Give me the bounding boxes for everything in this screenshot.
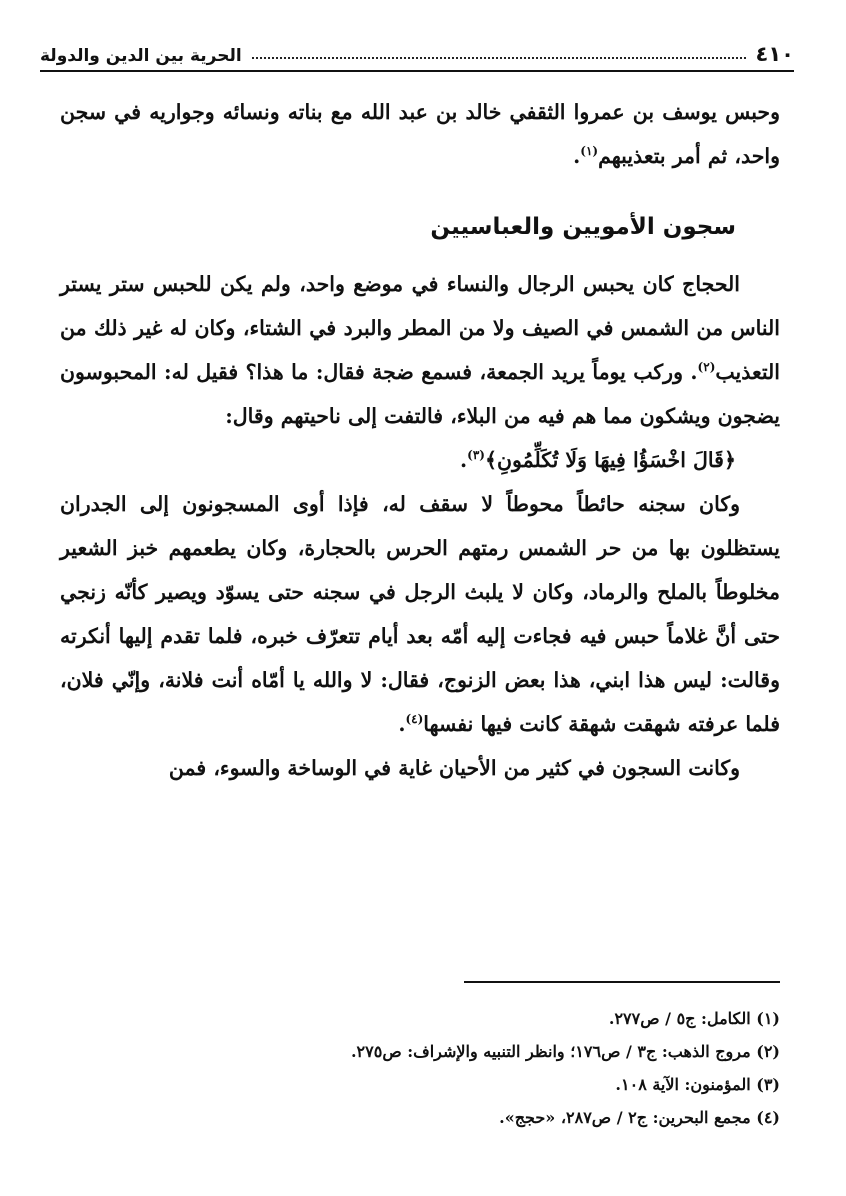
running-title: الحرية بين الدين والدولة: [40, 46, 242, 66]
footnote-marker-4: (٤): [405, 712, 424, 727]
section-heading: سجون الأمويين والعباسيين: [430, 214, 736, 240]
footnote-separator: [464, 981, 780, 983]
footnote-3: (٣) المؤمنون: الآية ١٠٨.: [615, 1075, 780, 1094]
footnote-marker-1: (١): [580, 144, 599, 159]
paragraph-1: [60, 90, 780, 178]
quran-verse: [60, 438, 780, 482]
paragraph-2-text-a: الحجاج كان يحبس الرجال والنساء في موضع واحد، ولم يكن للحبس ستر يستر الناس من الشمس في الصيف ولا من المطر والبرد في الشتاء، وكان له غير ذلك من التعذيب: [60, 272, 780, 384]
footnote-4: (٤) مجمع البحرين: ج٢ / ص٢٨٧، «حجج».: [499, 1108, 780, 1127]
page-header: [40, 32, 794, 66]
footnote-1: (١) الكامل: ج٥ / ص٢٧٧.: [608, 1009, 780, 1028]
paragraph-3: [60, 482, 780, 746]
paragraph-3-text: وكان سجنه حائطاً محوطاً لا سقف له، فإذا أوى المسجونون إلى الجدران يستظلون بها من حر الشمس رمتهم الحرس بالحجارة، وكان يطعمهم خبز الشعير مخلوطاً بالملح والرماد، وكان لا يلبث الرجل في سجنه حتى يسوّد ويصير كأنّه زنجي حتى أنَّ غلاماً حبس فيه فجاءت إليه أمّه بعد أيام تتعرّف خبره، فلما تقدم إليها أنكرته وقالت: ليس هذا ابني، هذا بعض الزنوج، فقال: لا والله يا أمّاه أنت فلانة، وإنّي فلان، فلما عرفته شهقت شهقة كانت فيها نفسها: [60, 492, 780, 736]
paragraph-2: [60, 262, 780, 438]
quran-verse-text: ﴿قَالَ اخْسَؤُا فِيهَا وَلَا تُكَلِّمُونِ﴾: [484, 448, 736, 472]
quran-verse-end: .: [459, 448, 468, 472]
footnote-2: (٢) مروج الذهب: ج٣ / ص١٧٦؛ وانظر التنبيه والإشراف: ص٢٧٥.: [350, 1042, 780, 1061]
page-number: ٤١٠: [755, 42, 794, 66]
paragraph-2-text-b: . وركب يوماً يريد الجمعة، فسمع ضجة فقال: ما هذا؟ فقيل له: المحبوسون يضجون ويشكون مما هم فيه من البلاء، فالتفت إلى ناحيتهم وقال:: [60, 360, 780, 428]
footnotes: [60, 1002, 780, 1134]
header-dotted-leader: [252, 56, 746, 59]
footnote-marker-2: (٢): [697, 360, 716, 375]
footnote-marker-3: (٣): [467, 448, 485, 463]
body-text: [60, 90, 780, 790]
paragraph-3-end: .: [398, 712, 406, 736]
paragraph-4: وكانت السجون في كثير من الأحيان غاية في الوساخة والسوء، فمن: [168, 756, 740, 780]
paragraph-1-text: وحبس يوسف بن عمروا الثقفي خالد بن عبد الله مع بناته ونسائه وجواريه في سجن واحد، ثم أمر بتعذيبهم: [60, 100, 780, 168]
header-rule: [40, 70, 794, 72]
paragraph-1-end: .: [573, 144, 581, 168]
